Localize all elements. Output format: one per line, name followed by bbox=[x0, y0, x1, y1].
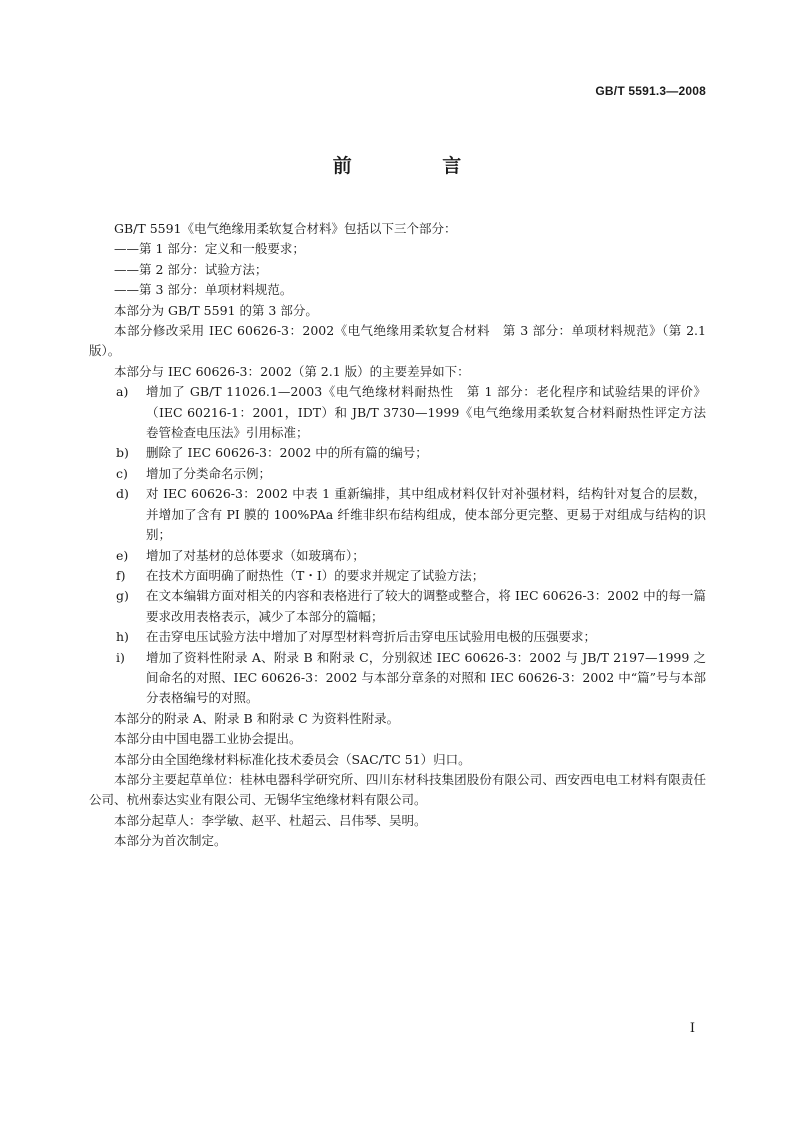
list-marker: g) bbox=[116, 588, 129, 604]
document-body bbox=[89, 219, 719, 852]
difference-item bbox=[89, 627, 706, 647]
difference-item bbox=[89, 586, 706, 627]
list-marker: b) bbox=[116, 445, 129, 461]
intro-paragraph: GB/T 5591《电气绝缘用柔软复合材料》包括以下三个部分： bbox=[114, 221, 457, 236]
body-paragraph: 本部分的附录 A、附录 B 和附录 C 为资料性附录。 bbox=[114, 710, 400, 726]
list-item-text: 增加了分类命名示例； bbox=[146, 465, 272, 481]
page-title: 前 言 bbox=[332, 155, 504, 177]
part-item: ——第 3 部分：单项材料规范。 bbox=[114, 282, 293, 298]
body-paragraph: 本部分为首次制定。 bbox=[114, 833, 227, 849]
difference-item bbox=[89, 464, 706, 484]
page-number: I bbox=[689, 1021, 695, 1036]
list-item-text: 删除了 IEC 60626-3：2002 中的所有篇的编号； bbox=[146, 445, 428, 461]
difference-item bbox=[89, 546, 706, 566]
body-paragraph: 本部分起草人：李学敏、赵平、杜超云、吕伟琴、吴明。 bbox=[114, 812, 427, 828]
part-item: ——第 1 部分：定义和一般要求； bbox=[114, 241, 305, 257]
difference-item bbox=[89, 648, 706, 709]
list-marker: e) bbox=[116, 547, 129, 563]
list-marker: d) bbox=[116, 486, 129, 502]
list-item-text: 增加了对基材的总体要求（如玻璃布）； bbox=[146, 547, 365, 563]
list-marker: h) bbox=[116, 629, 129, 645]
difference-item bbox=[89, 443, 706, 463]
list-item-text: 在文本编辑方面对相关的内容和表格进行了较大的调整或整合，将 IEC 60626-3：2002 中的每一篇要求改用表格表示，减少了本部分的篇幅； bbox=[146, 588, 706, 624]
body-paragraph: 本部分与 IEC 60626-3：2002（第 2.1 版）的主要差异如下： bbox=[114, 363, 470, 379]
list-item-text: 在技术方面明确了耐热性（T・I）的要求并规定了试验方法； bbox=[146, 567, 485, 583]
difference-item bbox=[89, 566, 706, 586]
list-marker: f) bbox=[116, 567, 126, 583]
part-item: ——第 2 部分：试验方法； bbox=[114, 261, 268, 277]
body-paragraph: 本部分由中国电器工业协会提出。 bbox=[114, 731, 302, 747]
body-paragraph: 本部分主要起草单位：桂林电器科学研究所、四川东材科技集团股份有限公司、西安西电电工材料有限责任公司、杭州泰达实业有限公司、无锡华宝绝缘材料有限公司。 bbox=[89, 771, 706, 808]
list-marker: c) bbox=[116, 465, 128, 481]
list-item-text: 增加了 GB/T 11026.1—2003《电气绝缘材料耐热性 第 1 部分：老化程序和试验结果的评价》（IEC 60216-1：2001，IDT）和 JB/T 3730—1999《电气绝缘用柔软复合材料耐热性评定方法 卷管检查电压法》引用标准； bbox=[146, 384, 719, 441]
standard-number: GB/T 5591.3—2008 bbox=[595, 84, 706, 98]
list-item-text: 增加了资料性附录 A、附录 B 和附录 C，分别叙述 IEC 60626-3：2002 与 JB/T 2197—1999 之间命名的对照、IEC 60626-3：2002 与本部分章条的对照和 IEC 60626-3：2002 中“篇”号与本部分表格编号的对照。 bbox=[146, 649, 706, 706]
difference-item bbox=[89, 484, 706, 545]
list-item-text: 对 IEC 60626-3：2002 中表 1 重新编排，其中组成材料仅针对补强材料，结构针对复合的层数，并增加了含有 PI 膜的 100%PAa 纤维非织布结构组成，使本部分更完整、更易于对组成与结构的识别； bbox=[146, 486, 706, 543]
list-marker: i) bbox=[116, 649, 125, 665]
body-paragraph: 本部分修改采用 IEC 60626-3：2002《电气绝缘用柔软复合材料 第 3 部分：单项材料规范》（第 2.1 版）。 bbox=[89, 323, 706, 359]
list-item-text: 在击穿电压试验方法中增加了对厚型材料弯折后击穿电压试验用电极的压强要求； bbox=[146, 629, 597, 645]
difference-item bbox=[89, 382, 719, 443]
list-marker: a) bbox=[116, 384, 129, 400]
body-paragraph: 本部分由全国绝缘材料标准化技术委员会（SAC/TC 51）归口。 bbox=[114, 751, 471, 767]
body-paragraph: 本部分为 GB/T 5591 的第 3 部分。 bbox=[114, 302, 318, 318]
